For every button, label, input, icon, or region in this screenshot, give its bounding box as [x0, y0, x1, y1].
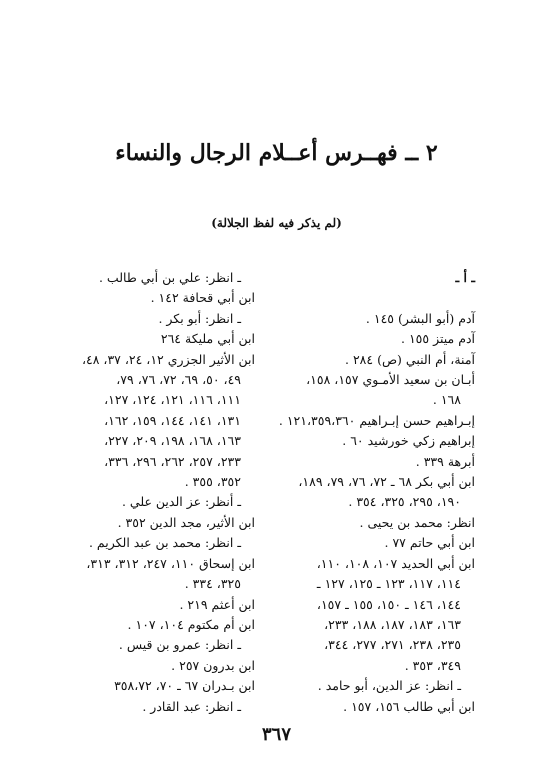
index-entry: ـ انظر: عبد القادر .	[142, 698, 241, 714]
index-entry: ـ أ ـ	[455, 270, 475, 285]
index-entry: ابن الأثير، مجد الدين ٣٥٢ .	[117, 514, 255, 530]
index-entry: ١٤٤، ١٤٦ ـ ١٥٠، ١٥٥ ـ ١٥٧،	[316, 596, 461, 612]
index-entry: ٢٣٣، ٢٥٧، ٢٦٢، ٢٩٦، ٣٣٦،	[104, 453, 241, 469]
index-entry: ـ انظر: أبو بكر .	[158, 310, 241, 326]
index-entry: ١٣١، ١٤١، ١٤٤، ١٥٩، ١٦٢،	[104, 412, 241, 428]
index-entry: ـ انظر: عمرو بن قيس .	[118, 637, 241, 653]
index-entry: ٤٩، ٥٠، ٦٩، ٧٢، ٧٦، ٧٩،	[116, 372, 241, 388]
index-entry: ابن بدرون ٢٥٧ .	[171, 657, 255, 673]
index-title: ٢ ــ فهــرس أعــلام الرجال والنساء	[115, 140, 438, 166]
index-entry: إبـراهيم حسن إبـراهيم ١٢١،٣٥٩،٣٦٠ .	[278, 412, 475, 428]
index-entry: ـ أنظر: عز الدين علي .	[121, 494, 241, 510]
index-entry: ابن أبي حاتم ٧٧ .	[384, 535, 475, 551]
index-entry: ابن أبي مليكة ٢٦٤	[160, 331, 255, 347]
index-entry: ١٦٣، ١٨٣، ١٨٧، ١٨٨، ٢٣٣،	[324, 616, 461, 632]
page-number: ٣٦٧	[261, 724, 291, 745]
index-entry: آدم ميتز ١٥٥ .	[401, 331, 475, 347]
index-entry: ٣٥٢، ٣٥٥ .	[184, 474, 241, 490]
index-entry: انظر: محمد بن يحيى .	[359, 514, 475, 530]
index-entry: ابن أبي بكر ٦٨ ـ ٧٢، ٧٦، ٧٩، ١٨٩،	[298, 474, 475, 490]
index-entry	[265, 288, 475, 308]
index-entry: ابن إسحاق ١١٠، ٢٤٧، ٣١٢، ٣١٣،	[86, 555, 255, 571]
index-entry: ابن أبي طالب ١٥٦، ١٥٧ .	[343, 698, 475, 714]
index-subtitle: (لم يذكر فيه لفظ الجلالة)	[211, 216, 342, 230]
index-entry: ابن بـدران ٦٧ ـ ٧٠، ٣٥٨،٧٢	[114, 678, 255, 694]
index-column-left	[55, 268, 255, 717]
index-entry: ابن أعثم ٢١٩ .	[179, 596, 255, 612]
index-entry: ابن أم مكتوم ١٠٤، ١٠٧ .	[127, 616, 255, 632]
index-entry: ـ انظر: علي بن أبي طالب .	[98, 270, 241, 285]
index-entry: ١٦٨ .	[432, 392, 461, 408]
index-entry: ابن أبي الحديد ١٠٧، ١٠٨، ١١٠،	[316, 555, 475, 571]
index-entry: ـ انظر: عز الدين، أبو حامد .	[317, 678, 461, 694]
index-entry: أبرهة ٣٣٩ .	[415, 453, 475, 469]
index-entry: آمنة، أم النبي (ص) ٢٨٤ .	[344, 351, 475, 367]
index-entry: ابن الأثير الجزري ١٢، ٢٤، ٣٧، ٤٨،	[81, 351, 255, 367]
index-entry: ١٩٠، ٢٩٥، ٣٢٥، ٣٥٤ .	[348, 494, 461, 510]
index-column-right	[265, 268, 475, 717]
index-entry: إبراهيم زكي خورشيد ٦٠ .	[342, 433, 475, 449]
index-entry: ١١١، ١١٦، ١٢١، ١٢٤، ١٢٧،	[104, 392, 241, 408]
index-entry: ١٦٣، ١٦٨، ١٩٨، ٢٠٩، ٢٢٧،	[104, 433, 241, 449]
index-entry: ٣٢٥، ٣٣٤ .	[184, 576, 241, 592]
index-entry: ٢٣٥، ٢٣٨، ٢٧١، ٢٧٧، ٣٤٤،	[324, 637, 461, 653]
index-entry: ٣٤٩، ٣٥٣ .	[404, 657, 461, 673]
index-entry: ـ انظر: محمد بن عبد الكريم .	[88, 535, 241, 551]
index-entry: ١١٤، ١١٧، ١٢٣ ـ ١٢٥، ١٢٧ ـ	[316, 576, 461, 592]
index-entry: ابن أبي قحافة ١٤٢ .	[150, 290, 255, 306]
index-entry: أبـان بن سعيد الأمـوي ١٥٧، ١٥٨،	[306, 372, 475, 388]
index-entry: آدم (أبو البشر) ١٤٥ .	[365, 310, 475, 326]
